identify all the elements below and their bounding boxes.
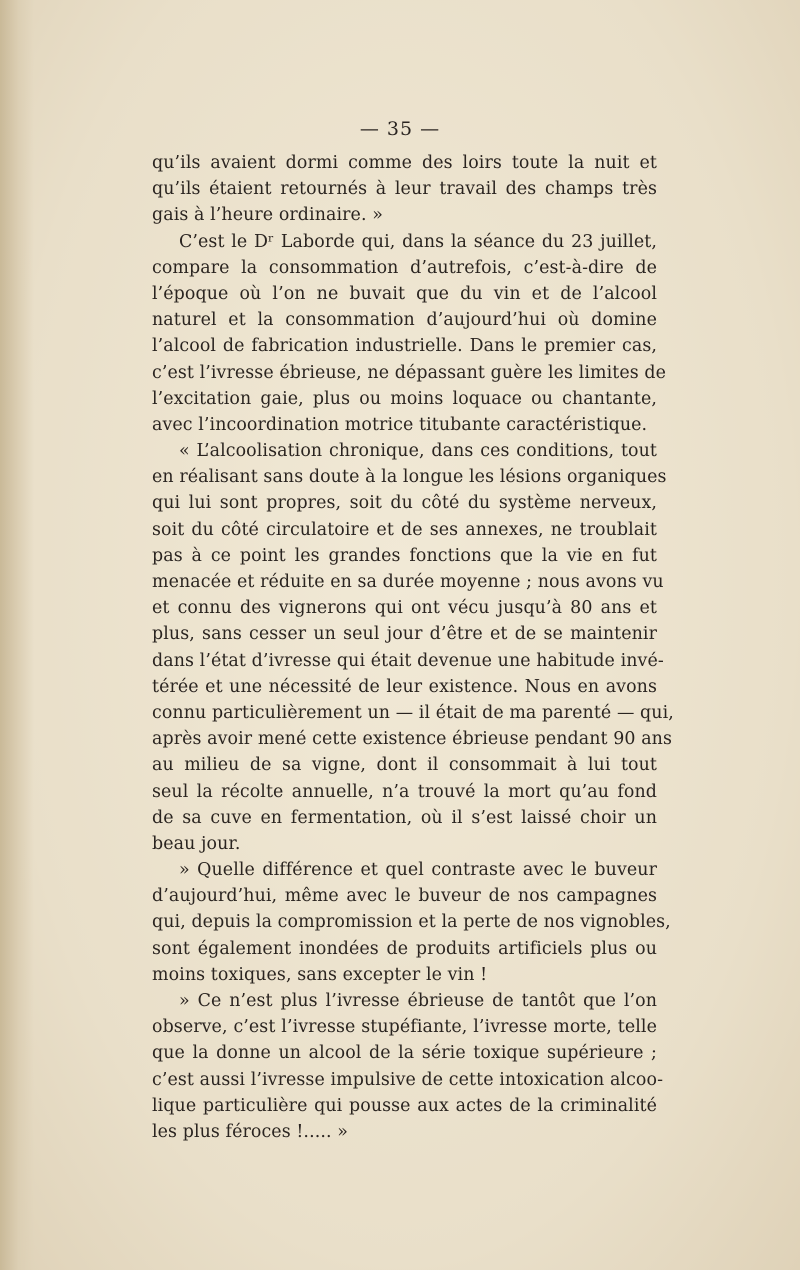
text-line: qu’ils étaient retournés à leur travail des champs très xyxy=(152,179,657,200)
page-number: — 35 — xyxy=(359,118,441,140)
text-line: dans l’état d’ivresse qui était devenue une habitude invé- xyxy=(152,650,664,671)
page-gutter-shadow xyxy=(0,0,34,1270)
text-line: pas à ce point les grandes fonctions que la vie en fut xyxy=(152,545,657,566)
text-line: que la donne un alcool de la série toxique supérieure ; xyxy=(152,1043,657,1064)
text-line: l’époque où l’on ne buvait que du vin et de l’alcool xyxy=(152,283,657,304)
text-line: en réalisant sans doute à la longue les lésions organiques xyxy=(152,467,667,488)
body-text xyxy=(152,150,674,1145)
text-line: qui, depuis la compromission et la perte de nos vignobles, xyxy=(152,912,671,933)
text-line: c’est l’ivresse ébrieuse, ne dépassant guère les limites de xyxy=(152,362,666,383)
text-line: gais à l’heure ordinaire. » xyxy=(152,205,383,226)
text-line: plus, sans cesser un seul jour d’être et de se maintenir xyxy=(152,624,657,645)
text-line: lique particulière qui pousse aux actes de la criminalité xyxy=(152,1095,657,1116)
text-line: d’aujourd’hui, même avec le buveur de nos campagnes xyxy=(152,886,657,907)
text-line: c’est aussi l’ivresse impulsive de cette intoxication alcoo- xyxy=(152,1069,664,1090)
text-line: l’alcool de fabrication industrielle. Dans le premier cas, xyxy=(152,336,657,357)
text-line: C’est le Dʳ Laborde qui, dans la séance du 23 juillet, xyxy=(179,231,657,252)
text-line: les plus féroces !..... » xyxy=(152,1121,348,1142)
text-line: l’excitation gaie, plus ou moins loquace ou chantante, xyxy=(152,388,657,409)
text-line: et connu des vignerons qui ont vécu jusqu’à 80 ans et xyxy=(152,598,657,619)
text-line: moins toxiques, sans excepter le vin ! xyxy=(152,964,488,985)
text-line: « L’alcoolisation chronique, dans ces conditions, tout xyxy=(179,441,657,462)
text-line: » Ce n’est plus l’ivresse ébrieuse de tantôt que l’on xyxy=(179,991,657,1011)
text-line: seul la récolte annuelle, n’a trouvé la mort qu’au fond xyxy=(152,781,657,802)
text-line: connu particulièrement un — il était de ma parenté — qui, xyxy=(152,702,674,723)
text-line: soit du côté circulatoire et de ses annexes, ne troublait xyxy=(152,519,657,540)
text-line: au milieu de sa vigne, dont il consommait à lui tout xyxy=(152,755,657,776)
text-line: sont également inondées de produits artificiels plus ou xyxy=(152,938,657,959)
text-line: observe, c’est l’ivresse stupéfiante, l’ivresse morte, telle xyxy=(152,1017,657,1038)
text-line: qui lui sont propres, soit du côté du système nerveux, xyxy=(152,493,657,514)
text-line: naturel et la consommation d’aujourd’hui où domine xyxy=(152,310,657,331)
text-line: compare la consommation d’autrefois, c’est-à-dire de xyxy=(152,257,657,278)
text-line: qu’ils avaient dormi comme des loirs toute la nuit et xyxy=(152,153,657,173)
text-line: beau jour. xyxy=(152,833,241,854)
text-line: menacée et réduite en sa durée moyenne ; nous avons vu xyxy=(152,572,664,592)
text-line: après avoir mené cette existence ébrieuse pendant 90 ans xyxy=(152,729,673,750)
text-line: avec l’incoordination motrice titubante caractéristique. xyxy=(152,414,648,435)
text-line: térée et une nécessité de leur existence. Nous en avons xyxy=(152,676,657,697)
text-line: » Quelle différence et quel contraste avec le buveur xyxy=(179,860,657,881)
text-line: de sa cuve en fermentation, où il s’est laissé choir un xyxy=(152,807,657,828)
